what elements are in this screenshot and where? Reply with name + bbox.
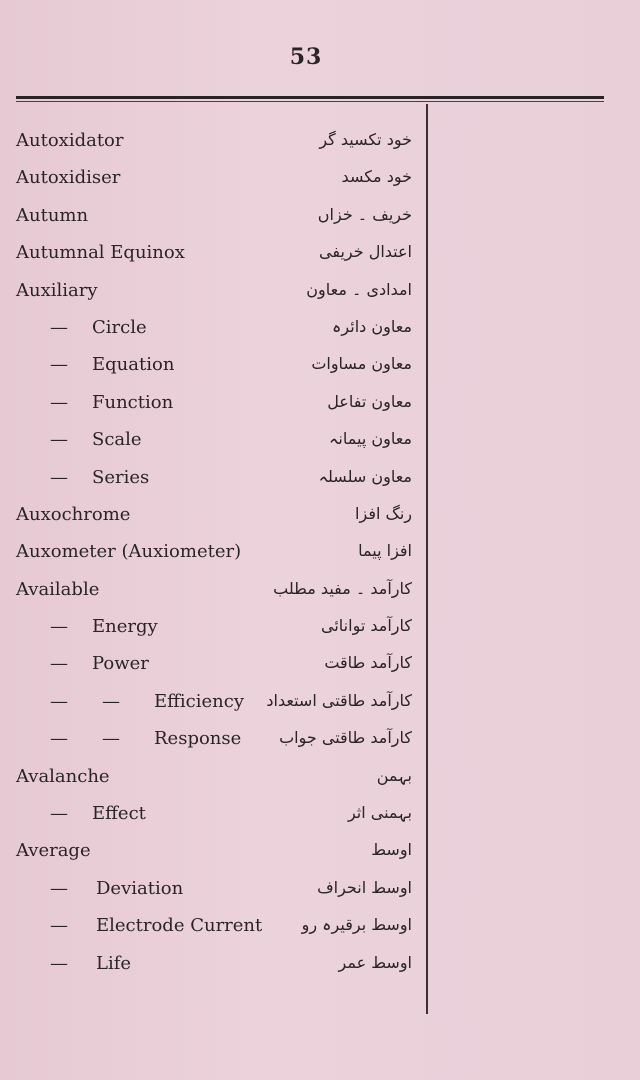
- glossary-subentry: [0, 945, 640, 982]
- dash-mark: —: [50, 616, 68, 638]
- english-term: Autumnal Equinox: [16, 242, 185, 264]
- urdu-translation: رنگ افزا: [355, 503, 412, 523]
- glossary-entry: [0, 533, 640, 570]
- glossary-subentry: [0, 421, 640, 458]
- english-term: — Electrode Current: [50, 915, 263, 937]
- glossary-entry: [0, 234, 640, 271]
- english-term: Autoxidiser: [16, 167, 121, 189]
- dash-mark: —: [50, 803, 68, 825]
- urdu-translation: اوسط برقیرہ رو: [301, 915, 412, 935]
- dash-mark: —: [50, 728, 68, 750]
- english-term: — Life: [50, 952, 132, 974]
- glossary-subsubentry: [0, 720, 640, 757]
- urdu-translation: کارآمد طاقتی جواب: [279, 728, 412, 748]
- english-term: — — Response: [50, 728, 242, 750]
- dash-mark: —: [50, 653, 68, 675]
- urdu-translation: معاون سلسلہ: [318, 466, 412, 486]
- glossary-entry: [0, 122, 640, 159]
- english-term: — Series: [50, 466, 150, 488]
- glossary-entry: [0, 832, 640, 869]
- english-term: Auxochrome: [16, 503, 131, 525]
- urdu-translation: بہمنی اثر: [347, 803, 412, 823]
- glossary-subentry: [0, 346, 640, 383]
- dash-mark: —: [50, 877, 68, 899]
- english-term: — Effect: [50, 803, 146, 825]
- english-term: — Energy: [50, 616, 158, 638]
- dash-mark: —: [50, 466, 68, 488]
- english-term: Average: [16, 840, 91, 862]
- dash-mark: —: [50, 915, 68, 937]
- urdu-translation: کارآمد توانائی: [321, 616, 412, 636]
- urdu-translation: خود مکسد: [341, 167, 412, 187]
- glossary-subentry: [0, 870, 640, 907]
- glossary-subsubentry: [0, 683, 640, 720]
- urdu-translation: کارآمد طاقتی استعداد: [266, 690, 412, 710]
- urdu-translation: خریف ۔ خزاں: [317, 204, 412, 224]
- urdu-translation: کارآمد طاقت: [324, 653, 412, 673]
- glossary-entry: [0, 496, 640, 533]
- urdu-translation: معاون مساوات: [311, 354, 412, 374]
- glossary-list: [0, 122, 640, 982]
- english-term: — Power: [50, 653, 149, 675]
- glossary-subentry: [0, 384, 640, 421]
- english-term: — Function: [50, 391, 174, 413]
- glossary-entry: [0, 758, 640, 795]
- urdu-translation: اوسط انحراف: [317, 877, 412, 897]
- glossary-subentry: [0, 907, 640, 944]
- glossary-subentry: [0, 795, 640, 832]
- urdu-translation: امدادی ۔ معاون: [306, 279, 412, 299]
- urdu-translation: معاون تفاعل: [327, 391, 412, 411]
- glossary-entry: [0, 571, 640, 608]
- english-term: — Scale: [50, 429, 142, 451]
- dash-mark: —: [50, 429, 68, 451]
- urdu-translation: کارآمد ۔ مفید مطلب: [273, 578, 412, 598]
- urdu-translation: اوسط عمر: [338, 952, 412, 972]
- english-term: — — Efficiency: [50, 690, 245, 712]
- header-rule: [16, 96, 604, 99]
- urdu-translation: افزا پیما: [358, 541, 412, 561]
- header-rule-thin: [16, 101, 604, 102]
- english-term: Auxiliary: [16, 279, 98, 301]
- dash-mark: —: [50, 316, 68, 338]
- english-term: Autumn: [16, 204, 89, 226]
- urdu-translation: بہمن: [376, 765, 412, 785]
- urdu-translation: اعتدال خریفی: [319, 242, 412, 262]
- dash-mark: —: [102, 690, 120, 712]
- glossary-subentry: [0, 608, 640, 645]
- english-term: Avalanche: [16, 765, 110, 787]
- glossary-entry: [0, 272, 640, 309]
- urdu-translation: خود تکسید گر: [319, 130, 412, 149]
- dash-mark: —: [50, 952, 68, 974]
- dash-mark: —: [50, 690, 68, 712]
- glossary-subentry: [0, 309, 640, 346]
- english-term: Auxometer (Auxiometer): [16, 541, 242, 563]
- dash-mark: —: [50, 354, 68, 376]
- urdu-translation: اوسط: [371, 840, 412, 860]
- english-term: — Equation: [50, 354, 175, 376]
- dash-mark: —: [50, 391, 68, 413]
- urdu-translation: معاون پیمانہ: [329, 429, 412, 449]
- urdu-translation: معاون دائرہ: [332, 316, 412, 336]
- english-term: Available: [16, 578, 100, 600]
- glossary-entry: [0, 159, 640, 196]
- english-term: — Circle: [50, 316, 147, 338]
- dash-mark: —: [102, 728, 120, 750]
- glossary-subentry: [0, 459, 640, 496]
- glossary-subentry: [0, 645, 640, 682]
- english-term: Autoxidator: [16, 130, 124, 151]
- page-number: 53: [289, 44, 323, 70]
- glossary-entry: [0, 197, 640, 234]
- english-term: — Deviation: [50, 877, 184, 899]
